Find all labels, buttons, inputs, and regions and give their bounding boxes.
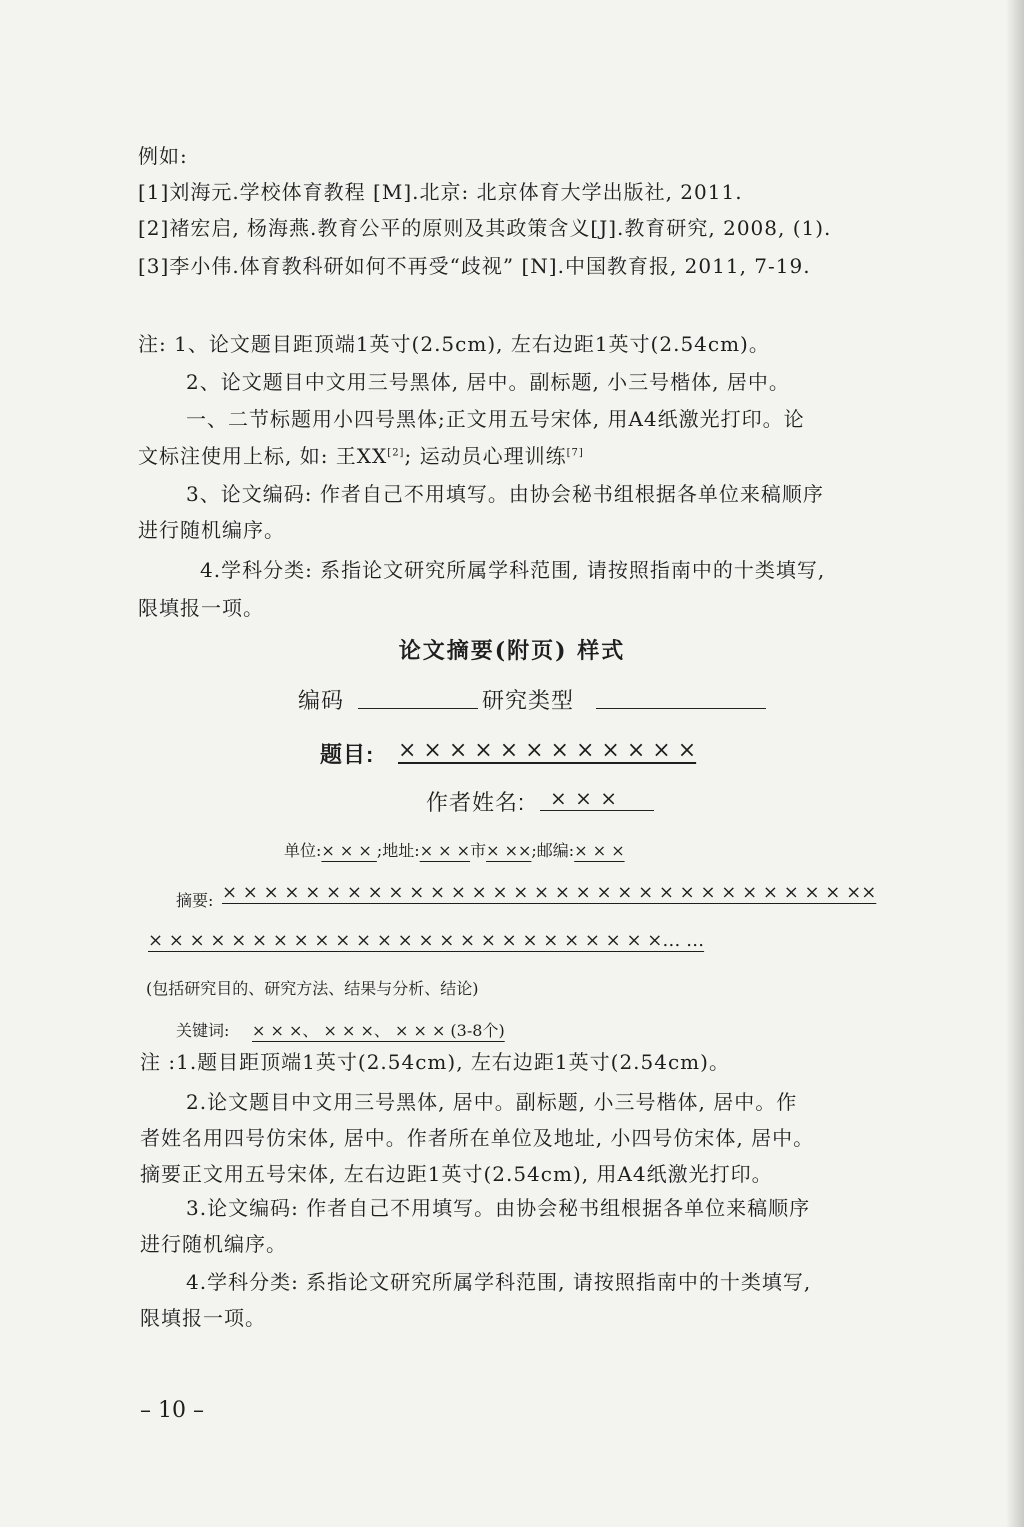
unit-label: 单位: [284,841,322,860]
superscript-example-2: ; 运动员心理训练 [404,444,567,468]
note2-item2-line2: 者姓名用四号仿宋体, 居中。作者所在单位及地址, 小四号仿宋体, 居中。 [140,1126,815,1150]
author-underline [540,810,654,811]
note2-item3-line1: 3.论文编码: 作者自己不用填写。由协会秘书组根据各单位来稿顺序 [186,1196,811,1220]
type-label: 研究类型 [482,688,575,713]
note2-item2-line1: 2.论文题目中文用三号黑体, 居中。副标题, 小三号楷体, 居中。作 [186,1090,798,1114]
abstract-content-note: (包括研究目的、研究方法、结果与分析、结论) [146,979,479,998]
note1-item5-line2: 限填报一项。 [138,596,264,620]
note2-item4-line1: 4.学科分类: 系指论文研究所属学科范围, 请按照指南中的十类填写, [186,1270,812,1294]
title-label: 题目: [320,742,375,767]
author-label: 作者姓名: [426,790,526,815]
title-value: × × × × × × × × × × × × [398,738,697,763]
reference-3: [3]李小伟.体育教科研如何不再受“歧视” [N].中国教育报, 2011, 7-19. [138,254,811,278]
sample-heading: 论文摘要(附页) 样式 [398,638,626,664]
code-blank [358,708,478,709]
abstract-line-2: × × × × × × × × × × × × × × × × × × × × × × × × ×… … [148,930,705,951]
postcode-label: ;邮编: [531,841,575,860]
keywords-label: 关键词: [176,1021,230,1040]
abstract-label: 摘要: [176,891,214,910]
type-blank [596,708,766,709]
city-label: 市 [470,841,487,860]
note1-item4-line1: 3、论文编码: 作者自己不用填写。由协会秘书组根据各单位来稿顺序 [186,482,824,506]
page-number: – 10 – [140,1398,204,1423]
note2-item3-line2: 进行随机编序。 [140,1232,287,1256]
references-intro: 例如: [138,144,188,168]
note1-item2: 2、论文题目中文用三号黑体, 居中。副标题, 小三号楷体, 居中。 [186,370,790,394]
keywords-value: × × ×、 × × ×、 × × × (3-8个) [252,1021,505,1040]
note1-item3-line1: 一、二节标题用小四号黑体;正文用五号宋体, 用A4纸激光打印。论 [186,407,805,431]
superscript-mark-1: [2] [387,447,405,459]
note2-item4-line2: 限填报一项。 [140,1306,266,1330]
note2-item2-line3: 摘要正文用五号宋体, 左右边距1英寸(2.54cm), 用A4纸激光打印。 [140,1162,773,1186]
reference-1: [1]刘海元.学校体育教程 [M].北京: 北京体育大学出版社, 2011. [138,180,743,204]
address-value-1: × × × [419,841,471,860]
note1-item1: 注: 1、论文题目距顶端1英寸(2.5cm), 左右边距1英寸(2.54cm)。 [138,332,770,356]
unit-address-line [284,838,625,861]
note1-item3-line2 [138,440,584,469]
address-value-2: × ×× [486,841,532,860]
reference-2: [2]褚宏启, 杨海燕.教育公平的原则及其政策含义[J].教育研究, 2008, (1). [138,216,832,240]
unit-value: × × × [321,841,377,860]
note1-item4-line2: 进行随机编序。 [138,518,285,542]
page-edge-shadow [1006,0,1024,1527]
address-label: ;地址: [376,841,420,860]
code-label: 编码 [298,688,345,713]
abstract-line-1: × × × × × × × × × × × × × × × × × × × × × × × × × × × × × × ×× [222,882,877,903]
superscript-mark-2: [7] [566,447,584,459]
note2-item1: 注 :1.题目距顶端1英寸(2.54cm), 左右边距1英寸(2.54cm)。 [140,1050,730,1074]
postcode-value: × × × [574,841,625,860]
superscript-example-1: 文标注使用上标, 如: 王XX [138,444,388,468]
author-value: × × × [550,786,618,810]
note1-item5-line1: 4.学科分类: 系指论文研究所属学科范围, 请按照指南中的十类填写, [200,558,826,582]
